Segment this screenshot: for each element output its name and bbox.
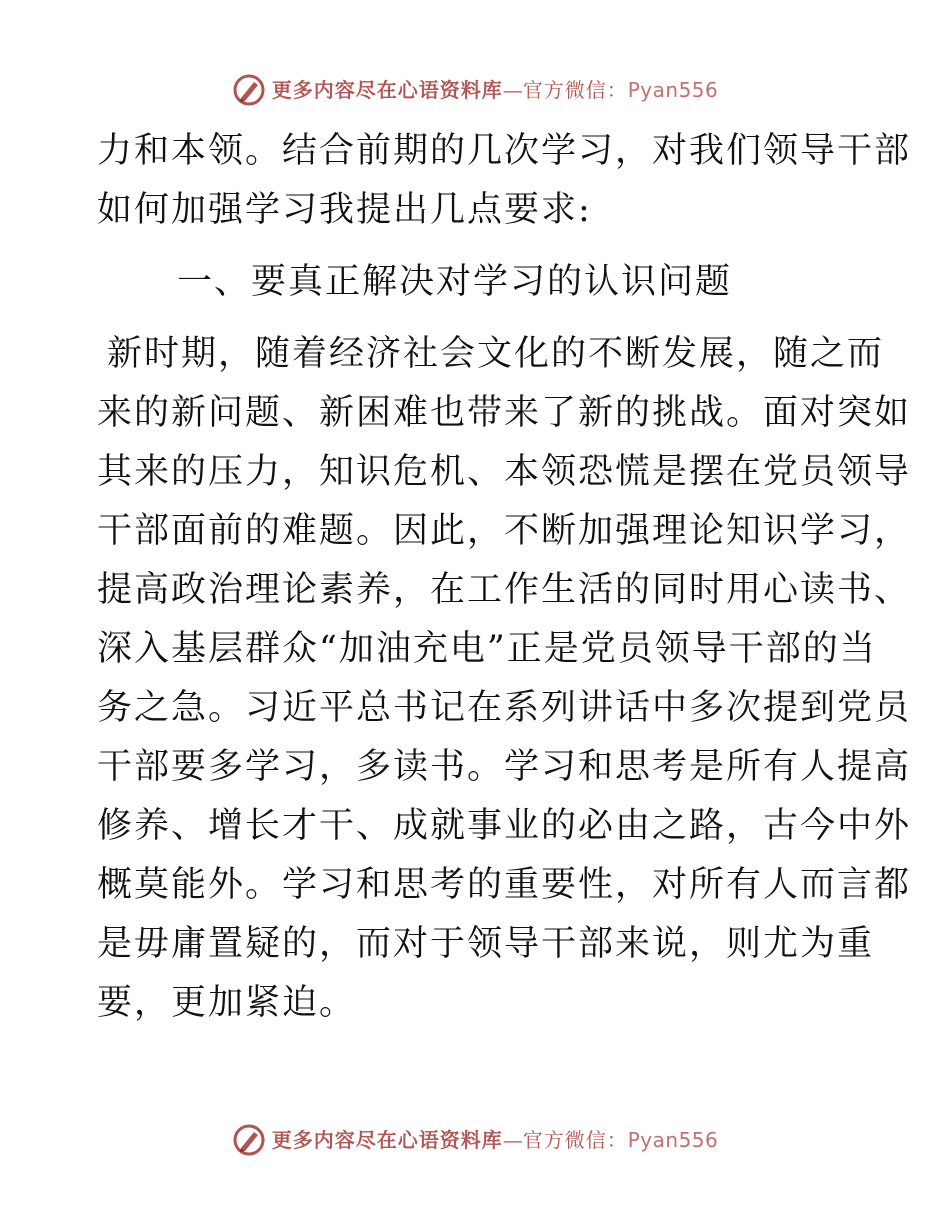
watermark-separator: —	[502, 78, 523, 102]
paragraph-line: 深入基层群众“加油充电”正是党员领导干部的当	[97, 629, 877, 669]
watermark-contact-label: 官方微信：	[522, 78, 628, 102]
paragraph-line: 要，更加紧迫。	[97, 983, 357, 1023]
watermark-contact-id: Pyan556	[627, 1128, 719, 1152]
intro-line: 如何加强学习我提出几点要求:	[97, 190, 592, 230]
footer-watermark	[0, 1120, 950, 1160]
pen-circle-logo-icon	[232, 1123, 266, 1157]
watermark-text	[272, 80, 719, 100]
watermark-text	[272, 1130, 719, 1150]
paragraph-line: 修养、增长才干、成就事业的必由之路，古今中外	[97, 806, 912, 846]
watermark-main-text: 更多内容尽在心语资料库	[271, 78, 503, 102]
paragraph-line: 是毋庸置疑的，而对于领导干部来说，则尤为重	[97, 924, 875, 964]
paragraph-line: 其来的压力，知识危机、本领恐慌是摆在党员领导	[97, 452, 912, 492]
paragraph-line: 概莫能外。学习和思考的重要性，对所有人而言都	[97, 865, 912, 905]
header-watermark	[0, 70, 950, 110]
section-heading: 一、要真正解决对学习的认识问题	[177, 262, 733, 302]
watermark-contact-id: Pyan556	[627, 78, 719, 102]
watermark-separator: —	[502, 1128, 523, 1152]
document-body	[97, 122, 912, 1033]
watermark-main-text: 更多内容尽在心语资料库	[271, 1128, 503, 1152]
paragraph-line: 干部面前的难题。因此，不断加强理论知识学习，	[97, 511, 912, 551]
paragraph-line: 务之急。习近平总书记在系列讲话中多次提到党员	[97, 688, 912, 728]
pen-circle-logo-icon	[232, 73, 266, 107]
paragraph-line: 提高政治理论素养，在工作生活的同时用心读书、	[97, 570, 912, 610]
paragraph-line: 来的新问题、新困难也带来了新的挑战。面对突如	[97, 393, 912, 433]
paragraph-line: 干部要多学习，多读书。学习和思考是所有人提高	[97, 747, 912, 787]
intro-line: 力和本领。结合前期的几次学习，对我们领导干部	[97, 131, 912, 171]
paragraph-line: 新时期，随着经济社会文化的不断发展，随之而	[107, 334, 885, 374]
watermark-contact-label: 官方微信：	[522, 1128, 628, 1152]
